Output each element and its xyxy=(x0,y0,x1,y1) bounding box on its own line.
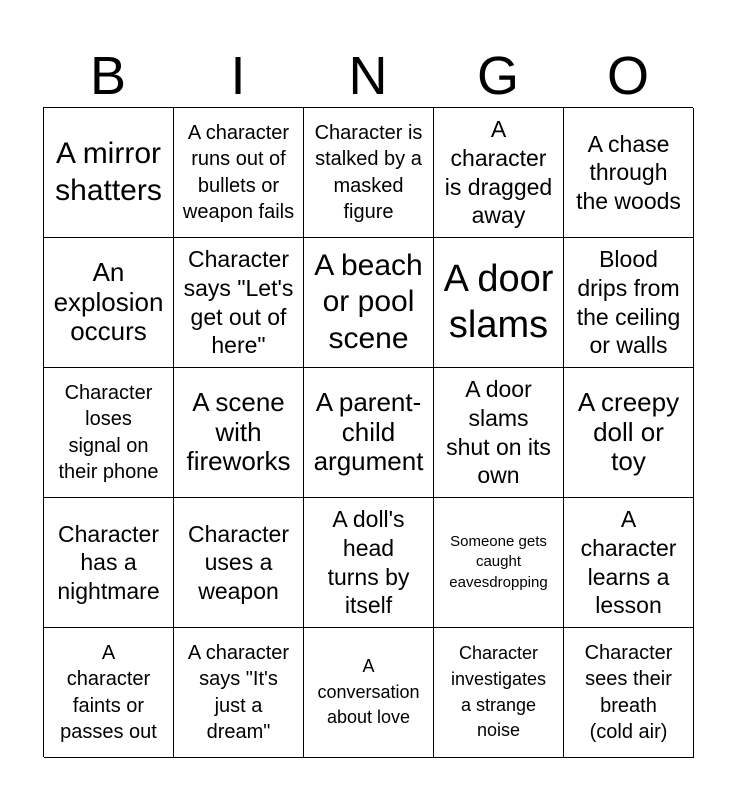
bingo-cell-r3-c3[interactable] xyxy=(304,368,434,498)
cell-text: A doll's head turns by itself xyxy=(327,506,410,619)
bingo-cell-r5-c2[interactable] xyxy=(174,628,304,758)
cell-text: Character has a nightmare xyxy=(57,520,160,604)
header-letter-g: G xyxy=(476,46,519,106)
bingo-header xyxy=(43,44,693,108)
cell-text: A door slams xyxy=(443,257,554,346)
cell-text: A character faints or passes out xyxy=(60,641,157,743)
cell-text: A door slams shut on its own xyxy=(446,376,551,489)
bingo-cell-r4-c2[interactable] xyxy=(174,498,304,628)
bingo-board xyxy=(43,107,693,757)
cell-text: Character loses signal on their phone xyxy=(58,381,159,483)
header-letter-i: I xyxy=(230,46,246,106)
cell-text: Character investigates a strange noise xyxy=(450,643,547,741)
bingo-cell-r4-c1[interactable] xyxy=(44,498,174,628)
bingo-cell-r2-c2[interactable] xyxy=(174,238,304,368)
bingo-cell-r3-c1[interactable] xyxy=(44,368,174,498)
cell-text: Someone gets caught eavesdropping xyxy=(449,532,548,591)
bingo-cell-r3-c5[interactable] xyxy=(564,368,694,498)
header-letter-n: N xyxy=(348,46,388,106)
cell-text: Character says "Let's get out of here" xyxy=(183,246,294,359)
cell-text: Character sees their breath (cold air) xyxy=(584,641,673,743)
bingo-cell-r2-c5[interactable] xyxy=(564,238,694,368)
cell-text: A character is dragged away xyxy=(444,116,553,229)
cell-text: A character runs out of bullets or weapon fails xyxy=(182,121,295,223)
bingo-cell-r2-c1[interactable] xyxy=(44,238,174,368)
cell-text: A chase through the woods xyxy=(576,130,681,214)
bingo-cell-r5-c3[interactable] xyxy=(304,628,434,758)
cell-text: An explosion occurs xyxy=(53,256,164,347)
header-letter-b: B xyxy=(89,46,127,106)
cell-text: A character says "It's just a dream" xyxy=(187,641,290,743)
bingo-cell-r4-c5[interactable] xyxy=(564,498,694,628)
bingo-cell-r1-c5[interactable] xyxy=(564,108,694,238)
bingo-cell-r5-c1[interactable] xyxy=(44,628,174,758)
bingo-cell-r5-c5[interactable] xyxy=(564,628,694,758)
cell-text: A beach or pool scene xyxy=(314,248,423,355)
bingo-cell-r3-c2[interactable] xyxy=(174,368,304,498)
bingo-cell-r2-c4[interactable] xyxy=(434,238,564,368)
cell-text: A parent- child argument xyxy=(313,386,424,477)
cell-text: Character is stalked by a masked figure xyxy=(314,121,423,223)
bingo-cell-r2-c3[interactable] xyxy=(304,238,434,368)
cell-text: A mirror shatters xyxy=(55,136,162,207)
cell-text: A conversation about love xyxy=(317,656,420,728)
cell-text: A character learns a lesson xyxy=(580,506,677,619)
bingo-cell-r1-c3[interactable] xyxy=(304,108,434,238)
cell-text: Character uses a weapon xyxy=(188,520,289,604)
bingo-cell-r4-c3[interactable] xyxy=(304,498,434,628)
bingo-cell-r1-c2[interactable] xyxy=(174,108,304,238)
bingo-cell-r4-c4[interactable] xyxy=(434,498,564,628)
bingo-cell-r1-c1[interactable] xyxy=(44,108,174,238)
cell-text: A creepy doll or toy xyxy=(577,386,680,477)
cell-text: Blood drips from the ceiling or walls xyxy=(576,246,681,359)
cell-text: A scene with fireworks xyxy=(186,386,291,477)
bingo-cell-r1-c4[interactable] xyxy=(434,108,564,238)
header-letter-o: O xyxy=(606,46,649,106)
bingo-cell-r5-c4[interactable] xyxy=(434,628,564,758)
bingo-cell-r3-c4[interactable] xyxy=(434,368,564,498)
